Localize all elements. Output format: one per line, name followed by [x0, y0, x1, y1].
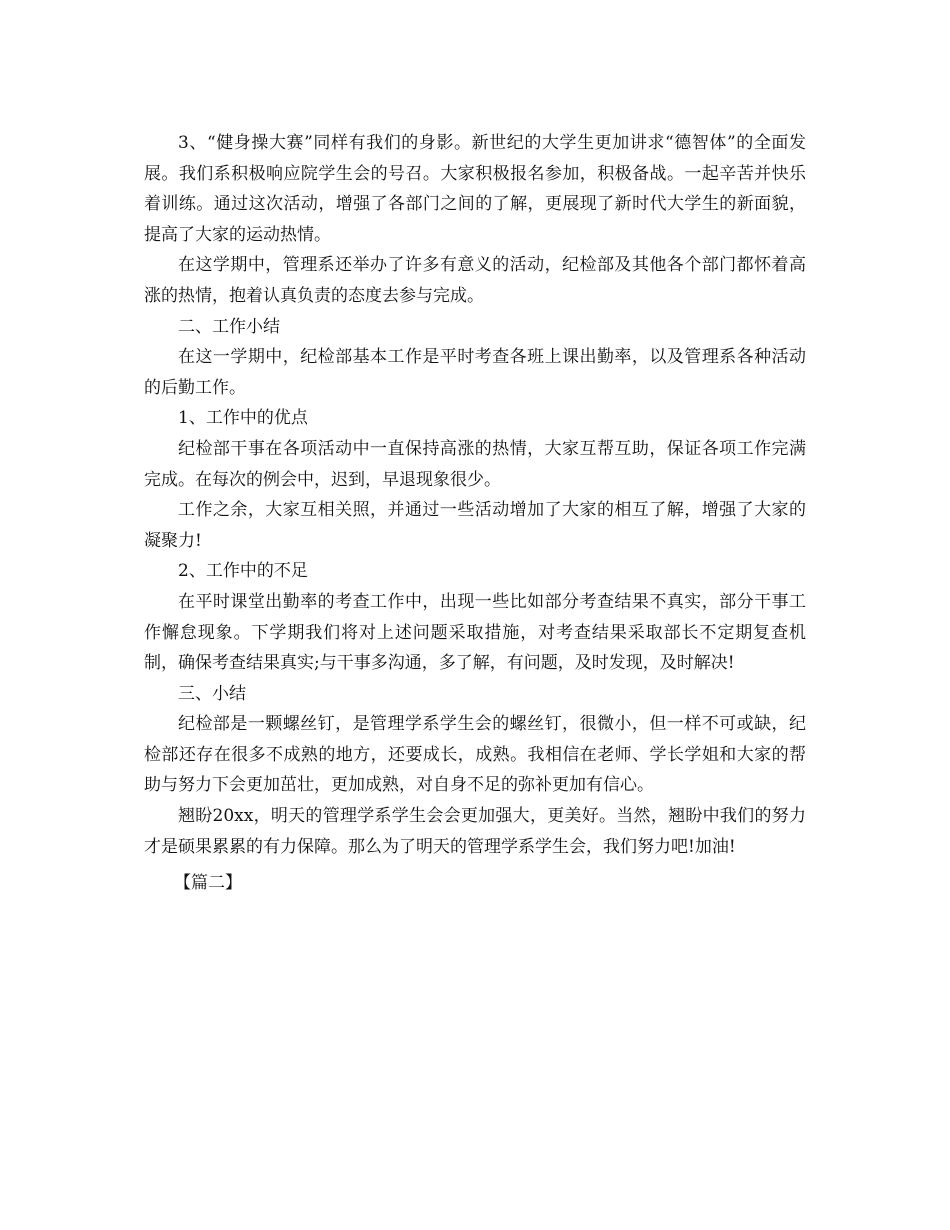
section-heading-conclusion: 三、小结 — [178, 683, 246, 704]
document-body — [144, 128, 806, 899]
subheading-weaknesses: 2、工作中的不足 — [178, 561, 308, 582]
subheading-strengths: 1、工作中的优点 — [178, 408, 308, 429]
paragraph-strengths-2: 工作之余，大家互相关照，并通过一些活动增加了大家的相互了解，增强了大家的凝聚力! — [144, 500, 806, 551]
paragraph-conclusion-1: 纪检部是一颗螺丝钉，是管理学系学生会的螺丝钉，很微小，但一样不可或缺，纪检部还存在很多不成熟的地方，还要成长，成熟。我相信在老师、学长学姐和大家的帮助与努力下会更加茁壮，更加成熟，对自身不足的弥补更加有信心。 — [144, 714, 806, 796]
paragraph-semester-activities: 在这学期中，管理系还举办了许多有意义的活动，纪检部及其他各个部门都怀着高涨的热情，抱着认真负责的态度去参与完成。 — [144, 255, 806, 306]
paragraph-conclusion-2: 翘盼20xx，明天的管理学系学生会会更加强大，更美好。当然，翘盼中我们的努力才是硕果累累的有力保障。那么为了明天的管理学系学生会，我们努力吧!加油! — [144, 806, 806, 857]
paragraph-basic-work: 在这一学期中，纪检部基本工作是平时考查各班上课出勤率，以及管理系各种活动的后勤工作。 — [144, 347, 806, 398]
paragraph-strengths-1: 纪检部干事在各项活动中一直保持高涨的热情，大家互帮互助，保证各项工作完满完成。在每次的例会中，迟到，早退现象很少。 — [144, 438, 806, 490]
paragraph-weaknesses: 在平时课堂出勤率的考查工作中，出现一些比如部分考查结果不真实，部分干事工作懈怠现象。下学期我们将对上述问题采取措施，对考查结果采取部长不定期复查机制，确保考查结果真实;与干事多沟通，多了解，有问题，及时发现，及时解决! — [144, 591, 806, 674]
section-heading-work-summary: 二、工作小结 — [178, 316, 280, 337]
part-heading-two: 【篇二】 — [174, 873, 242, 894]
paragraph-aerobics-contest: 3、“健身操大赛”同样有我们的身影。新世纪的大学生更加讲求“德智体”的全面发展。我们系积极响应院学生会的号召。大家积极报名参加，积极备战。一起辛苦并快乐着训练。通过这次活动，增强了各部门之间的了解，更展现了新时代大学生的新面貌，提高了大家的运动热情。 — [144, 133, 806, 245]
